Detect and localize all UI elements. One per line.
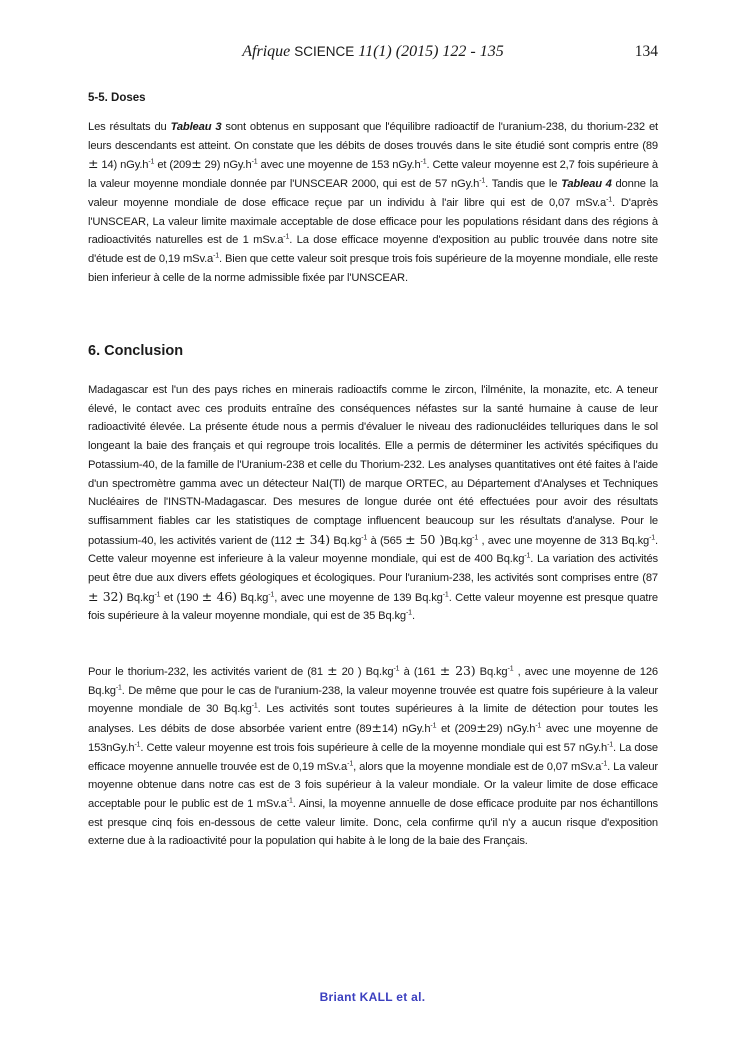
doses-paragraph: Les résultats du Tableau 3 sont obtenus en supposant que l'équilibre radioactif de l'uranium-238, du thorium-232 et leurs descendants est atteint. On constate que les débits de doses trouvés dans le site étudié sont compris entre (89 ± 14) $nGy.h^{-1}$ et (209± 29) $nGy.h^{-1}$ avec une moyenne de 153 $nGy.h^{-1}$. Cette valeur moyenne est 2,7 fois supérieure à la valeur moyenne mondiale donnée par l'UNSCEAR 2000, qui est de 57 $nGy.h^{-1}$. Tandis que le Tableau 4 donne la valeur moyenne mondiale de dose efficace reçue par un individu à l'air libre qui est de 0,07 $mSv.a^{-1}$. D'après l'UNSCEAR, La valeur limite maximale acceptable de dose efficace pour les populations résidant dans des régions à radioactivités naturelles est de 1 $mSv.a^{-1}$. La dose efficace moyenne d'exposition au public trouvée dans notre site d'étude est de 0,19 $mSv.a^{-1}$. Bien que cette valeur soit presque trois fois supérieure de la moyenne mondiale, elle reste bien inferieur à celle de la norme admissible fixée par l'UNSCEAR. (88, 121, 659, 284)
running-header (88, 43, 658, 65)
journal-name: Afrique (242, 43, 291, 60)
journal-science: SCIENCE (294, 44, 355, 59)
section-heading-conclusion: 6. Conclusion (88, 343, 184, 359)
footer-authors: Briant KALL et al. (319, 990, 426, 1004)
page-number: 134 (634, 43, 658, 60)
section-heading-doses: 5-5. Doses (88, 92, 146, 104)
journal-citation (88, 43, 658, 61)
table-4-ref: Tableau 4 (561, 178, 612, 191)
conclusion-paragraph-1: Madagascar est l'un des pays riches en minerais radioactifs comme le zircon, l'ilménite, la monazite, etc. A teneur élevé, le contact avec ces produits entraîne des conséquences néfastes sur la santé humaine à cause de leur radioactivité élevée. La présente étude nous a permis d'évaluer le niveau des radionucléides telluriques dans le sol longeant la baie des français et qui regroupe trois localités. Elle a permis de déterminer les activités spécifiques du Potassium-40, de la famille de l'Uranium-238 et celle du Thorium-232. Les analyses quantitatives ont été faites à l'aide d'un spectromètre gamma avec un détecteur NaI(Tl) de marque ORTEC, au Département d'Analyses et Techniques Nucléaires de l'INSTN-Madagascar. Des mesures de longue durée ont été effectuées pour avoir des résultats suffisamment fiables car les statistiques de comptage influencent beaucoup sur les résultats d'analyse. Pour le potassium-40, les activités varient de (112 ± 34) $Bq.kg^{-1}$ à (565 ± 50 )$Bq.kg^{-1}$ , avec une moyenne de 313 $Bq.kg^{-1}$. Cette valeur moyenne est inferieure à la valeur moyenne mondiale, qui est de 400 $Bq.kg^{-1}$. La variation des activités peut être due aux divers effets géologiques et écologiques. Pour l'uranium-238, les activités sont comprises entre (87 ± 32) $Bq.kg^{-1}$ et (190 ± 46) $Bq.kg^{-1}$, avec une moyenne de 139 $Bq.kg^{-1}$. Cette valeur moyenne est presque quatre fois supérieure à la valeur moyenne mondiale, qui est de 35 $Bq.kg^{-1}$. (88, 384, 659, 623)
table-3-ref: Tableau 3 (170, 121, 222, 133)
journal-volume: 11(1) (2015) 122 - 135 (358, 43, 504, 60)
conclusion-paragraph-2: Pour le thorium-232, les activités varient de (81 ± 20 ) $Bq.kg^{-1}$ à (161 ± 23) $Bq.kg^{-1}$ , avec une moyenne de 126 $Bq.kg^{-1}$. De même que pour le cas de l'uranium-238, la valeur moyenne trouvée est quatre fois supérieure à la valeur moyenne mondiale de 30 $Bq.kg^{-1}$. Les activités sont toutes supérieures à la limite de détection pour toutes les analyses. Les débits de dose absorbée varient entre (89±14) $nGy.h^{-1}$ et (209±29) $nGy.h^{-1}$ avec une moyenne de $153nGy.h^{-1}$. Cette valeur moyenne est trois fois supérieure à celle de la moyenne mondiale qui est 57 $nGy.h^{-1}$. La dose efficace moyenne annuelle trouvée est de 0,19 $mSv.a^{-1}$, alors que la moyenne mondiale est de 0,07 $mSv.a^{-1}$. La valeur moyenne obtenue dans notre cas est de 3 fois supérieur à la valeur mondiale. Or la valeur limite de dose efficace acceptable pour le public est de 1 $mSv.a^{-1}$. Ainsi, la moyenne annuelle de dose efficace produite par nos échantillons est presque cinq fois en-dessous de cette valeur limite. Donc, cela confirme qu'il n'y a aucun risque d'exposition externe due à la radioactivité pour la population qui habite à le long de la baie des Français. (88, 663, 659, 848)
